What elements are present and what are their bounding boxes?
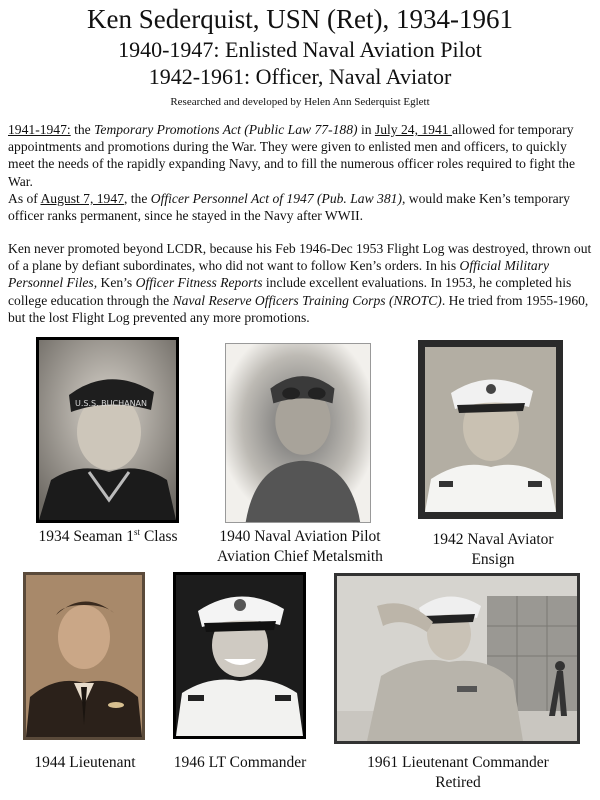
subtitle-officer: 1942-1961: Officer, Naval Aviator: [148, 64, 452, 89]
text: Ken’s: [97, 275, 136, 291]
seaman-portrait: [39, 340, 176, 520]
lt-commander-portrait: [176, 575, 303, 736]
law-name: Officer Personnel Act of 1947 (Pub. Law 381): [150, 190, 402, 206]
text: , would make Ken’s temporary officer ranks permanent, since he stayed in the Navy after WWII.: [8, 190, 570, 224]
caption-1961: [340, 753, 576, 793]
page-title: Ken Sederquist, USN (Ret), 1934-1961: [87, 4, 513, 34]
date: July 24, 1941: [374, 122, 452, 137]
date: August 7, 1947: [40, 190, 124, 206]
photo-1934-seaman: [36, 337, 179, 523]
ensign-portrait: [425, 347, 556, 512]
credit-line: Researched and developed by Helen Ann Sederquist Eglett: [170, 96, 430, 108]
text: Ken never promoted beyond LCDR, because his Feb 1946-Dec 1953 Flight Log was destroyed, thrown out of a plane by defiant subordinates, who did not want to follow Ken’s orders. In his: [8, 241, 592, 274]
caption-1942: [408, 530, 578, 570]
caption-1934: [18, 527, 198, 547]
pilot-portrait: [226, 344, 370, 522]
photo-1940-pilot: [225, 343, 371, 523]
caption-line: Retired: [435, 774, 481, 791]
caption-1944: 1944 Lieutenant: [34, 754, 136, 771]
text: include excellent evaluations. In 1953, he completed his college education through the: [8, 275, 572, 308]
lieutenant-portrait: [26, 575, 142, 737]
caption-line: 1940 Naval Aviation Pilot: [219, 528, 381, 545]
law-name: Temporary Promotions Act (Public Law 77-188): [94, 122, 358, 137]
caption-1940: [195, 527, 405, 567]
caption-text: 1934 Seaman 1: [38, 528, 135, 545]
caption-line: Aviation Chief Metalsmith: [217, 548, 383, 565]
text: in: [357, 122, 375, 137]
caption-superscript: st: [134, 526, 141, 537]
photo-1946-lt-commander: [173, 572, 306, 739]
caption-text: Class: [140, 528, 178, 545]
text: the: [70, 122, 95, 137]
subtitle-enlisted: 1940-1947: Enlisted Naval Aviation Pilot: [118, 37, 482, 62]
document-name: Official Military Personnel Files,: [8, 258, 550, 291]
photo-1944-lieutenant: [23, 572, 145, 740]
text: . He tried from 1955-1960, but the lost Flight Log prevented any more promotions.: [8, 292, 589, 325]
paragraph-promotions-act: [8, 121, 596, 224]
text: allowed for temporary appointments and promotions during the War. They were given to enlisted men and officers, to quickly meet the needs of the rapidly expanding Navy, and to fill the numerous officer roles required to fight the War.: [8, 122, 575, 189]
document-name: Officer Fitness Reports: [135, 275, 263, 291]
caption-line: Ensign: [471, 551, 515, 568]
caption-line: 1942 Naval Aviator: [432, 531, 554, 548]
text: As of: [8, 190, 41, 206]
caption-line: 1961 Lieutenant Commander: [367, 754, 549, 771]
photo-1961-retired: [334, 573, 580, 744]
program-name: Naval Reserve Officers Training Corps (NROTC): [172, 292, 442, 308]
date-range: 1941-1947:: [8, 122, 71, 137]
retired-portrait: [337, 576, 577, 741]
paragraph-flight-log: [8, 240, 596, 326]
text: , the: [123, 190, 151, 206]
caption-1946: 1946 LT Commander: [173, 754, 307, 771]
cap-ribbon-text: U.S.S. BUCHANAN: [74, 399, 148, 408]
photo-1942-ensign: [418, 340, 563, 519]
